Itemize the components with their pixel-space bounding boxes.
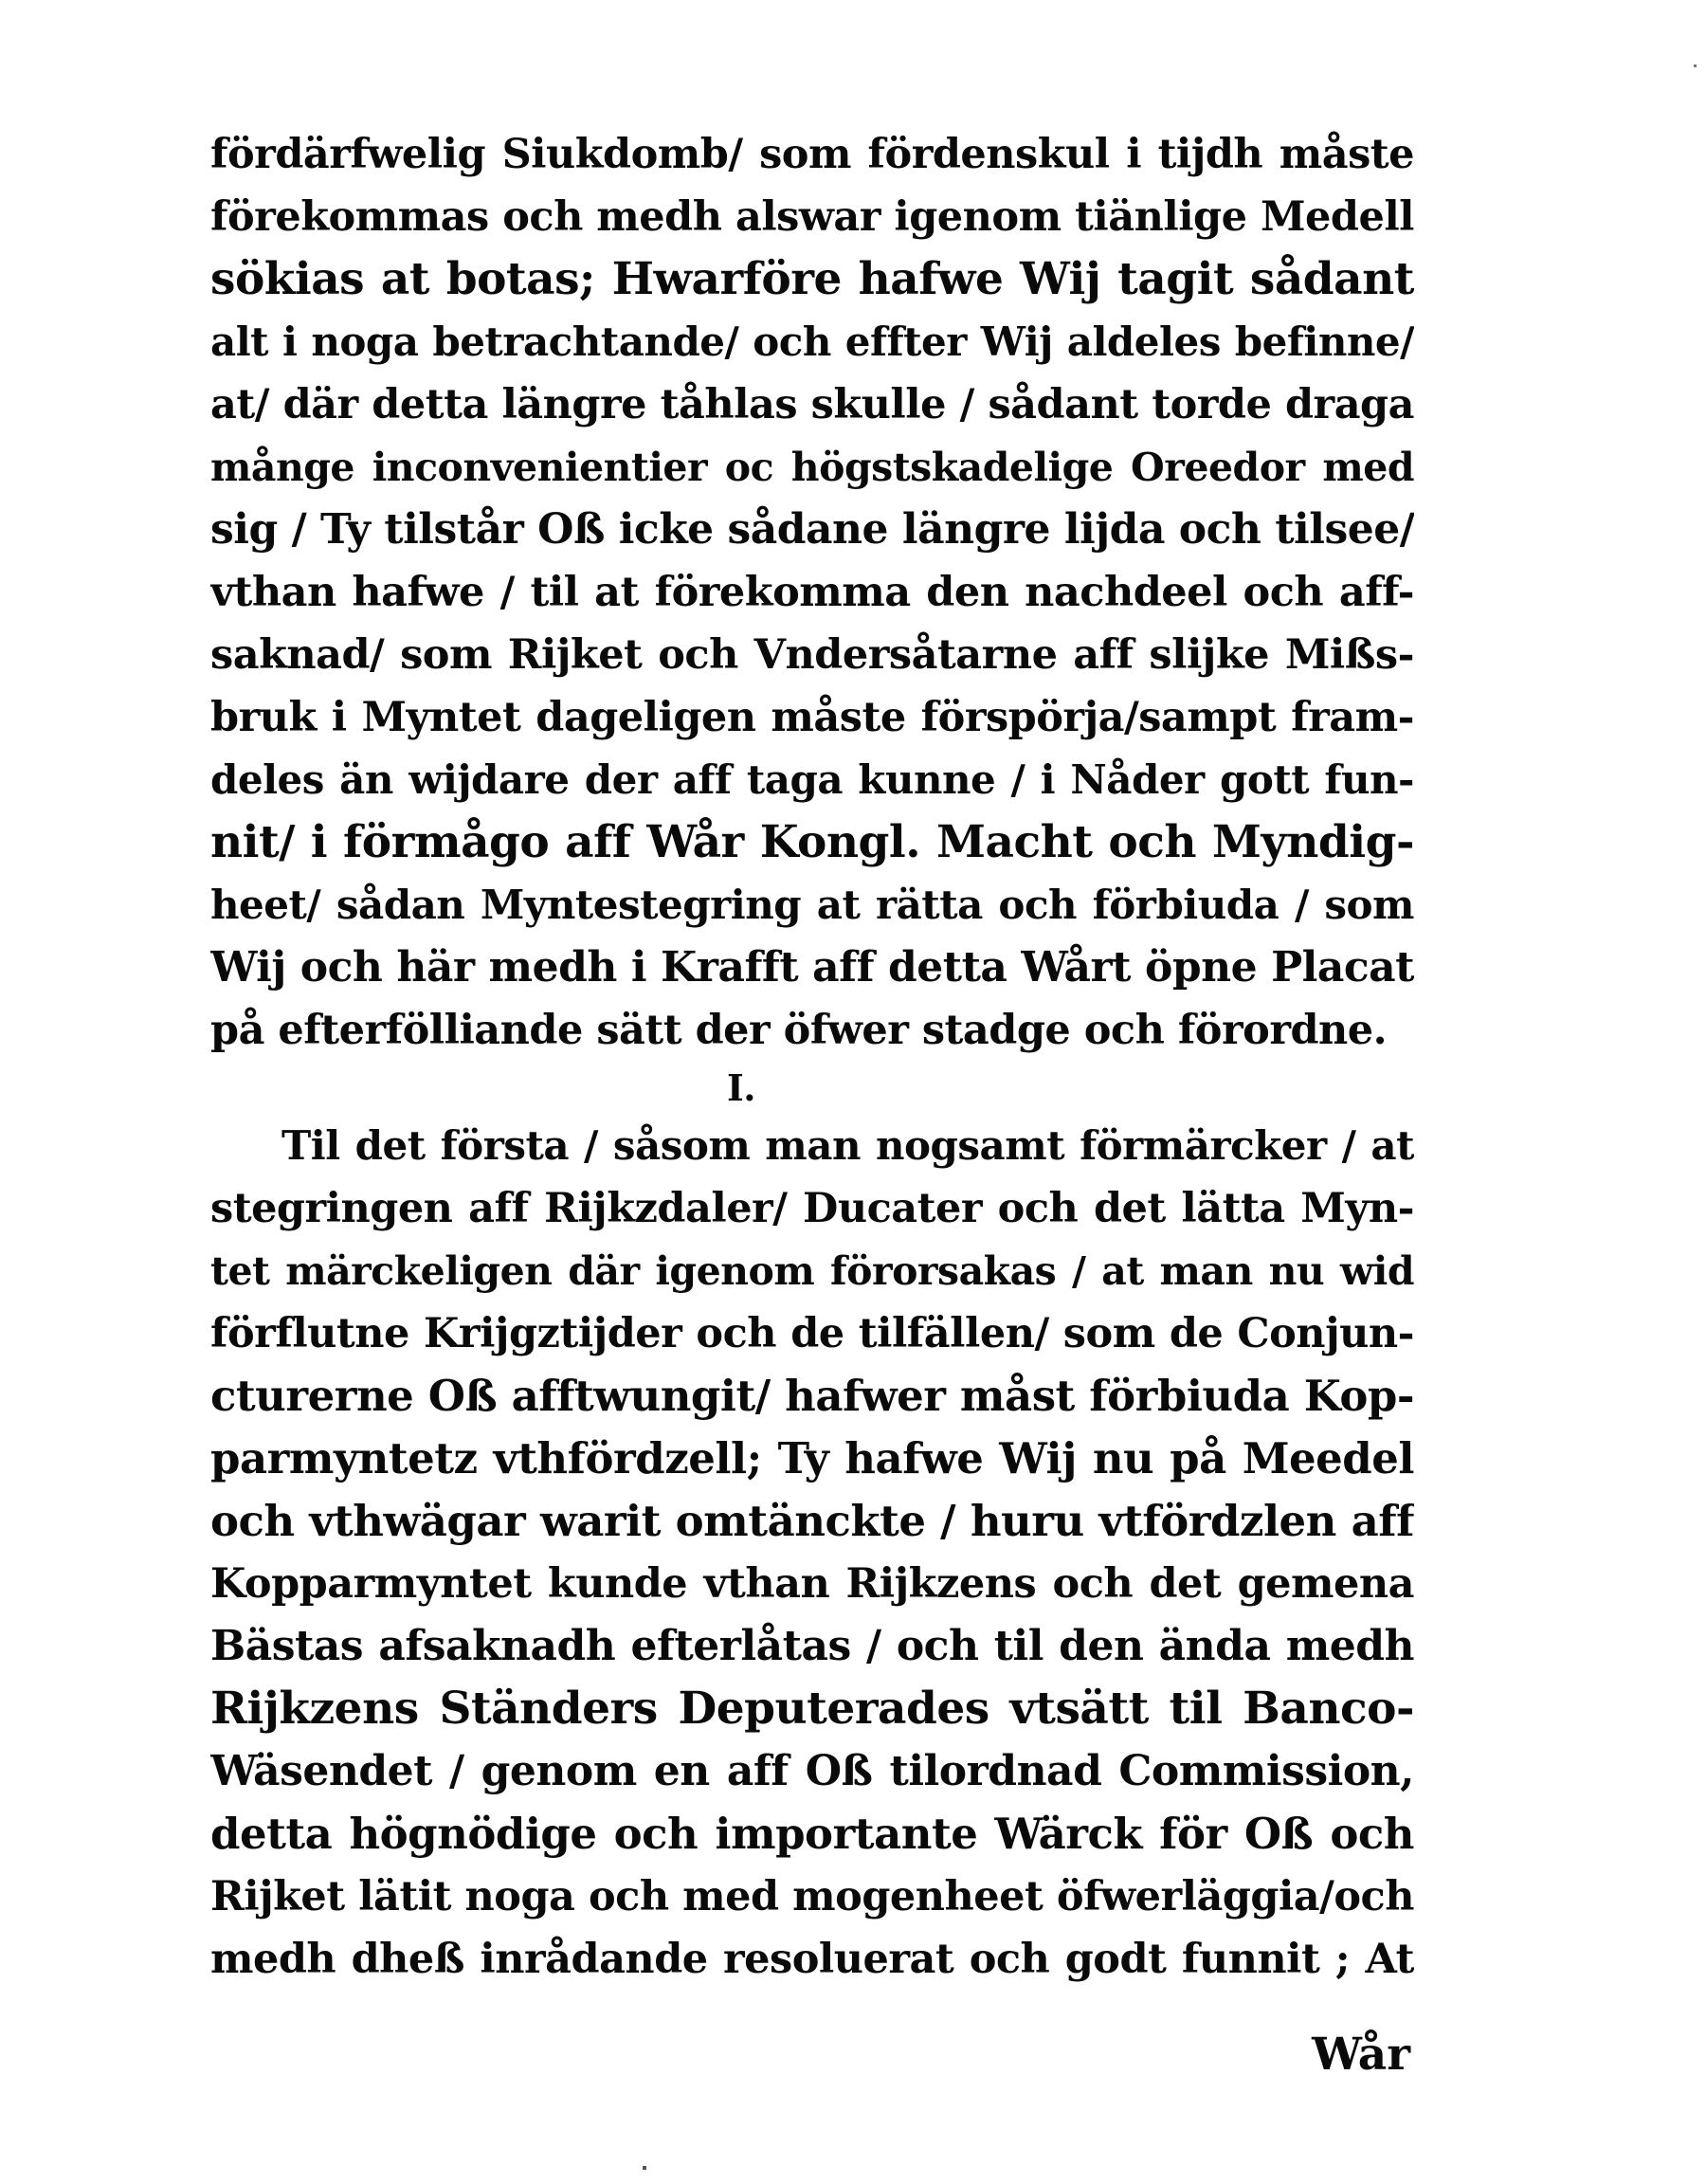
text-line: Kopparmyntet kunde vthan Rijkzens och det gemena xyxy=(210,1560,1414,1608)
text-line: Rijket lätit noga och med mogenheet öfwerläggia/och xyxy=(210,1873,1414,1920)
text-line: parmyntetz vthfördzell; Ty hafwe Wij nu på Meedel xyxy=(210,1433,1414,1483)
text-line: alt i noga betrachtande/ och effter Wij aldeles befinne/ xyxy=(210,318,1414,365)
bottom-speck xyxy=(643,2166,646,2170)
text-line: nit/ i förmågo aff Wår Kongl. Macht och Myndig- xyxy=(210,816,1414,868)
text-line: heet/ sådan Myntestegring at rätta och förbiuda / som xyxy=(210,882,1414,928)
text-line: förflutne Krijgztijder och de tilfällen/ som de Conjun- xyxy=(210,1310,1414,1357)
text-line: vthan hafwe / til at förekomma den nachdeel och aff- xyxy=(210,569,1414,616)
text-line: på efterfölliande sätt der öfwer stadge och förordne. xyxy=(210,1007,1388,1054)
text-line: fördärfwelig Siukdomb/ som fördenskul i tijdh måste xyxy=(210,131,1414,178)
text-line: Bästas afsaknadh efterlåtas / och til den ända medh xyxy=(210,1622,1414,1670)
text-line: Wij och här medh i Krafft aff detta Wårt öpne Placat xyxy=(210,943,1414,992)
body-text xyxy=(210,123,1414,1991)
text-line: förekommas och medh alswar igenom tiänlige Medell xyxy=(210,193,1414,241)
section-numeral: I. xyxy=(726,1066,755,1109)
text-line: månge inconvenientier oc högstskadelige Oreedor med xyxy=(210,445,1414,490)
text-line: medh dheß inrådande resoluerat och godt funnit ; At xyxy=(210,1936,1414,1983)
text-line: detta högnödige och importante Wärck för Oß och xyxy=(210,1809,1414,1859)
text-line: Wäsendet / genom en aff Oß tilordnad Commission, xyxy=(210,1747,1414,1795)
text-line: och vthwägar warit omtänckte / huru vtfördzlen aff xyxy=(210,1496,1414,1546)
text-line: sökias at botas; Hwarföre hafwe Wij tagit sådant xyxy=(210,253,1414,305)
text-line: Til det första / såsom man nogsamt förmärcker / at xyxy=(281,1122,1414,1169)
text-line: Rijkzens Ständers Deputerades vtsätt til Banco- xyxy=(210,1683,1414,1735)
text-line: at/ där detta längre tåhlas skulle / sådant torde draga xyxy=(210,381,1414,428)
text-line: saknad/ som Rijket och Vndersåtarne aff slijke Mißs- xyxy=(210,631,1414,679)
edge-speck xyxy=(1694,64,1697,67)
catchword: Wår xyxy=(1312,2029,1410,2081)
text-line: sig / Ty tilstår Oß icke sådane längre lijda och tilsee/ xyxy=(210,505,1414,554)
text-line: stegringen aff Rijkzdaler/ Ducater och det lätta Myn- xyxy=(210,1185,1414,1232)
text-line: cturerne Oß afftwungit/ hafwer måst förbiuda Kop- xyxy=(210,1371,1414,1421)
text-line: deles än wijdare der aff taga kunne / i Nåder gott fun- xyxy=(210,756,1414,803)
text-line: bruk i Myntet dageligen måste förspörja/sampt fram- xyxy=(210,694,1414,741)
text-line: tet märckeligen där igenom förorsakas / at man nu wid xyxy=(210,1248,1414,1294)
